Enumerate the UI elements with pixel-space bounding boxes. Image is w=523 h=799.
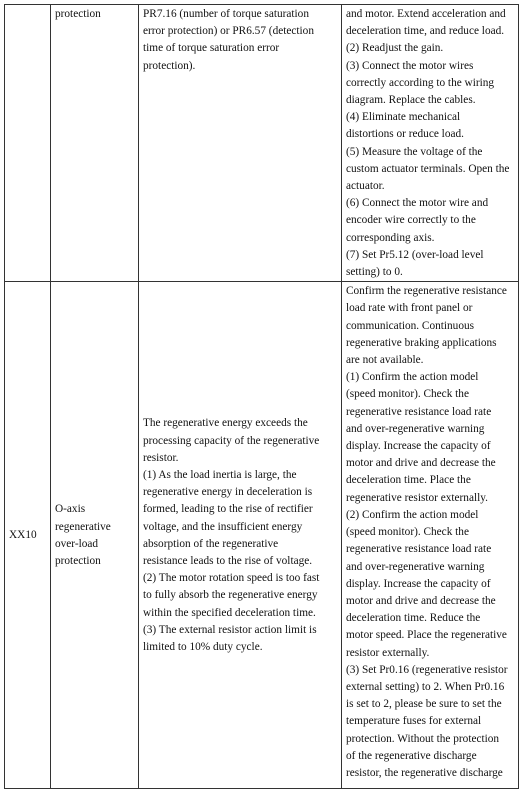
table-row: [5, 282, 519, 789]
measure-line: deceleration time, and reduce load.: [346, 25, 505, 38]
alarm-table: [4, 4, 519, 789]
cause-line: voltage, and the insufficient energy: [143, 520, 303, 533]
cause-line: time of torque saturation error: [143, 42, 280, 55]
measure-line: correctly according to the wiring: [346, 76, 495, 89]
cause-line: limited to 10% duty cycle.: [143, 640, 263, 653]
measure-line: of the regenerative discharge: [346, 749, 477, 762]
cause-line: (2) The motor rotation speed is too fast: [143, 572, 320, 585]
measure-line: is set to 2, please be sure to set the: [346, 698, 502, 711]
cause-line: error protection) or PR6.57 (detection: [143, 25, 314, 38]
measure-line: regenerative resistance load rate: [346, 543, 492, 556]
measure-line: communication. Continuous: [346, 319, 475, 332]
measure-line: diagram. Replace the cables.: [346, 94, 476, 107]
measure-line: and motor. Extend acceleration and: [346, 8, 506, 20]
measure-line: are not available.: [346, 354, 424, 367]
cause-line: (1) As the load inertia is large, the: [143, 468, 297, 481]
measure-line: corresponding axis.: [346, 231, 435, 244]
alarm-name-line: O-axis: [55, 503, 86, 516]
cause-line: within the specified deceleration time.: [143, 606, 316, 619]
measure-line: actuator.: [346, 180, 385, 193]
measure-line: display. Increase the capacity of: [346, 577, 491, 590]
measure-line: (3) Connect the motor wires: [346, 59, 474, 72]
measure-line: setting) to 0.: [346, 266, 403, 279]
measure-line: regenerative resistor externally.: [346, 491, 488, 504]
measure-line: resistor externally.: [346, 646, 430, 659]
cause-line: to fully absorb the regenerative energy: [143, 589, 318, 602]
measure-line: distortions or reduce load.: [346, 128, 464, 141]
cause-line: The regenerative energy exceeds the: [143, 417, 308, 430]
measure-line: protection. Without the protection: [346, 732, 500, 745]
measure-line: regenerative resistance load rate: [346, 405, 492, 418]
measure-line: (6) Connect the motor wire and: [346, 197, 489, 210]
measure-line: (speed monitor). Check the: [346, 388, 469, 401]
cause-line: processing capacity of the regenerative: [143, 434, 320, 447]
measure-line: deceleration time. Place the: [346, 474, 471, 487]
alarm-measures-cell: [342, 5, 519, 282]
measure-line: deceleration time. Reduce the: [346, 612, 481, 625]
measure-line: external setting) to 2. When Pr0.16: [346, 680, 505, 693]
cause-line: resistance leads to the rise of voltage.: [143, 554, 313, 567]
alarm-name-cell: [51, 282, 139, 789]
measure-line: (5) Measure the voltage of the: [346, 145, 483, 158]
alarm-name-line: protection: [55, 554, 101, 567]
cause-line: resistor.: [143, 451, 179, 464]
measure-line: display. Increase the capacity of: [346, 440, 491, 453]
alarm-name-cell: [51, 5, 139, 282]
measure-line: motor and drive and decrease the: [346, 457, 496, 470]
measure-line: (2) Readjust the gain.: [346, 42, 444, 55]
measure-line: (3) Set Pr0.16 (regenerative resistor: [346, 663, 508, 676]
alarm-code: XX10: [9, 529, 37, 542]
table-row: [5, 5, 519, 282]
alarm-name-line: regenerative: [55, 520, 111, 533]
measure-line: resistor, the regenerative discharge: [346, 766, 503, 779]
measure-line: regenerative braking applications: [346, 336, 497, 349]
measure-line: and over-regenerative warning: [346, 422, 485, 435]
measure-line: load rate with front panel or: [346, 302, 473, 315]
cause-line: (3) The external resistor action limit is: [143, 623, 317, 636]
alarm-measures-cell: [342, 282, 519, 789]
measure-line: motor and drive and decrease the: [346, 594, 496, 607]
alarm-code-cell: [5, 282, 51, 789]
measure-line: encoder wire correctly to the: [346, 214, 476, 227]
cause-line: protection).: [143, 59, 196, 72]
cause-line: formed, leading to the rise of rectifier: [143, 503, 313, 516]
measure-line: (4) Eliminate mechanical: [346, 111, 461, 124]
alarm-code-cell: [5, 5, 51, 282]
measure-line: Confirm the regenerative resistance: [346, 285, 507, 298]
cause-line: absorption of the regenerative: [143, 537, 279, 550]
measure-line: (7) Set Pr5.12 (over-load level: [346, 248, 484, 261]
cause-line: regenerative energy in deceleration is: [143, 486, 313, 499]
alarm-cause-cell: [139, 282, 342, 789]
alarm-name-line: protection: [55, 8, 101, 20]
measure-line: (2) Confirm the action model: [346, 508, 479, 521]
measure-line: custom actuator terminals. Open the: [346, 162, 510, 175]
alarm-cause-cell: [139, 5, 342, 282]
measure-line: and over-regenerative warning: [346, 560, 485, 573]
measure-line: motor speed. Place the regenerative: [346, 629, 507, 642]
cause-line: PR7.16 (number of torque saturation: [143, 8, 309, 20]
measure-line: (speed monitor). Check the: [346, 526, 469, 539]
alarm-name-line: over-load: [55, 537, 99, 550]
measure-line: (1) Confirm the action model: [346, 371, 479, 384]
measure-line: temperature fuses for external: [346, 715, 482, 728]
